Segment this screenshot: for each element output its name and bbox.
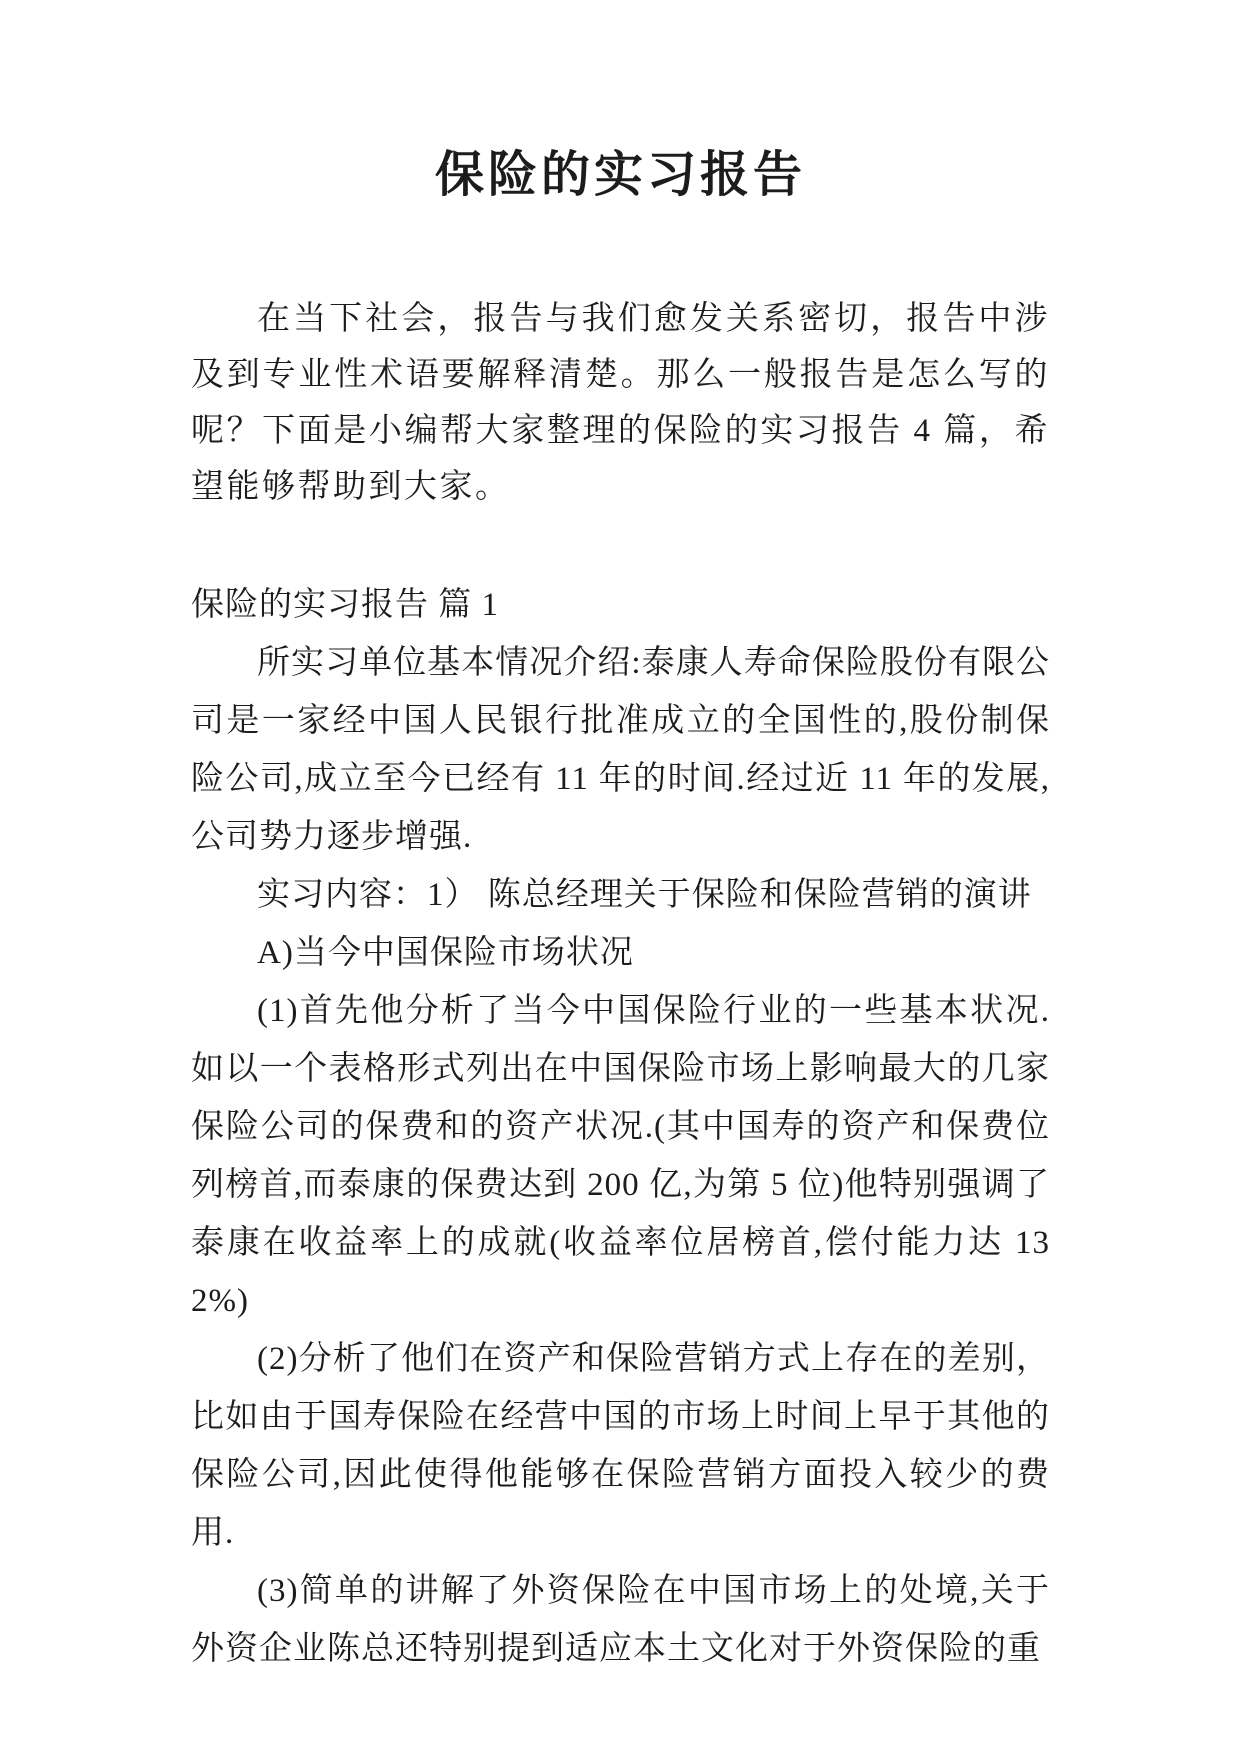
body-paragraph-point-1: (1)首先他分析了当今中国保险行业的一些基本状况.如以一个表格形式列出在中国保险市场上影响最大的几家保险公司的保费和的资产状况.(其中国寿的资产和保费位列榜首,而泰康的保费达到 200 亿,为第 5 位)他特别强调了泰康在收益率上的成就(收益率位居榜首,偿付能力达 132%) <box>191 993 1050 1319</box>
section-heading-part-1: 保险的实习报告 篇 1 <box>191 587 499 623</box>
body-paragraph-point-2: (2)分析了他们在资产和保险营销方式上存在的差别，比如由于国寿保险在经营中国的市场上时间上早于其他的保险公司,因此使得他能够在保险营销方面投入较少的费用. <box>191 1341 1050 1551</box>
body-paragraph-point-3: (3)简单的讲解了外资保险在中国市场上的处境,关于外资企业陈总还特别提到适应本土文化对于外资保险的重 <box>191 1573 1050 1667</box>
body-paragraph-internship-content: 实习内容：1） 陈总经理关于保险和保险营销的演讲 <box>257 877 1032 913</box>
body-paragraph-company-intro: 所实习单位基本情况介绍:泰康人寿命保险股份有限公司是一家经中国人民银行批准成立的全国性的,股份制保险公司,成立至今已经有 11 年的时间.经过近 11 年的发展,公司势力逐步增强. <box>191 645 1050 855</box>
intro-paragraph: 在当下社会，报告与我们愈发关系密切，报告中涉及到专业性术语要解释清楚。那么一般报告是怎么写的呢？下面是小编帮大家整理的保险的实习报告 4 篇，希望能够帮助到大家。 <box>191 301 1050 505</box>
body-paragraph-section-a: A)当今中国保险市场状况 <box>257 935 634 971</box>
document-title: 保险的实习报告 <box>434 147 806 202</box>
